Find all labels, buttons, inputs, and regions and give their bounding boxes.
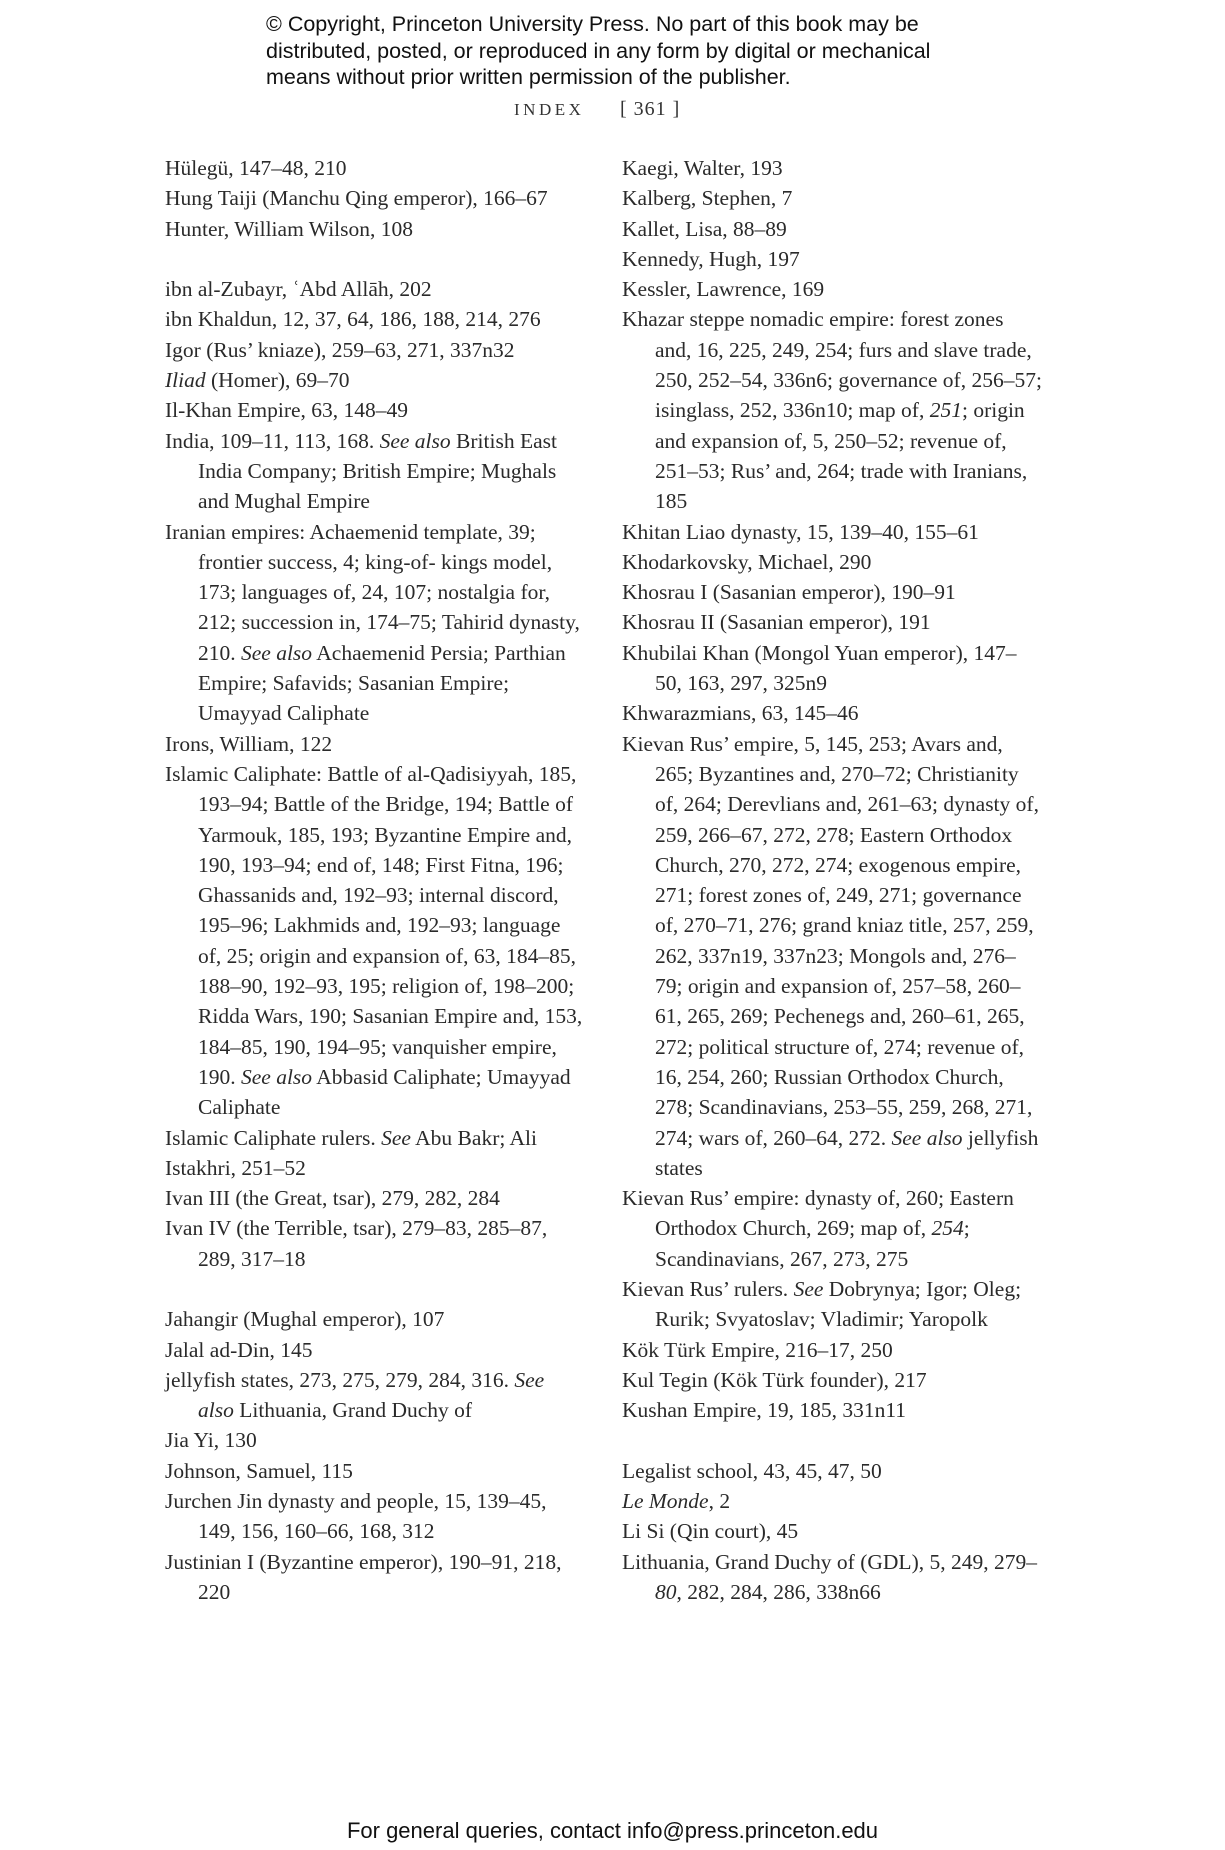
entry-text: Lithuania, Grand Duchy of (GDL), 5, 249, 279–: [622, 1549, 1037, 1574]
index-entry: Justinian I (Byzantine emperor), 190–91, 218, 220: [165, 1549, 562, 1604]
footer-contact: For general queries, contact info@press.princeton.edu: [346, 1818, 879, 1843]
index-entry: ibn Khaldun, 12, 37, 64, 186, 188, 214, 276: [165, 307, 541, 332]
entry-text: , 2: [708, 1489, 731, 1514]
index-entry: Jahangir (Mughal emperor), 107: [165, 1307, 445, 1332]
index-entry: Khosrau I (Sasanian emperor), 190–91: [622, 580, 956, 605]
entry-text: India, 109–11, 113, 168.: [165, 428, 380, 453]
copyright-line: means without prior written permission of the publisher.: [266, 65, 791, 89]
index-entry: [165, 426, 585, 517]
index-entry: Khubilai Khan (Mongol Yuan emperor), 147–50, 163, 297, 325n9: [622, 640, 1017, 696]
entry-text: ; Scandinavians, 267, 273, 275: [655, 1216, 970, 1271]
entry-italic-text: See also: [241, 640, 313, 665]
index-entry: Istakhri, 251–52: [165, 1155, 306, 1180]
page-number: [ 361 ]: [620, 98, 681, 120]
entry-italic-text: See also: [891, 1125, 963, 1150]
index-entry: Irons, William, 122: [165, 731, 333, 756]
entry-italic-text: See also: [241, 1064, 313, 1089]
index-entry: Kushan Empire, 19, 185, 331n11: [622, 1398, 907, 1423]
index-entry: Kessler, Lawrence, 169: [622, 277, 825, 302]
entry-text: Kievan Rus’ rulers.: [622, 1276, 794, 1301]
entry-text: ; origin and expansion of, 5, 250–52; revenue of, 251–53; Rus’ and, 264; trade with Iranians, 185: [655, 398, 1028, 514]
running-head-label: INDEX: [514, 100, 585, 119]
index-entry: Il-Khan Empire, 63, 148–49: [165, 398, 409, 423]
entry-text: Islamic Caliphate: Battle of al-Qadisiyyah, 185, 193–94; Battle of the Bridge, 194; Battle of Yarmouk, 185, 193; Byzantine Empire and, 190, 193–94; end of, 148; First Fitna, 196; Ghassanids and, 192–93; internal discord, 195–96; Lakhmids and, 192–93; language of, 25; origin and expansion of, 63, 184–85, 188–90, 192–93, 195; religion of, 198–200; Ridda Wars, 190; Sasanian Empire and, 153, 184–85, 190, 194–95; vanquisher empire, 190.: [165, 761, 583, 1089]
index-entry: Kallet, Lisa, 88–89: [622, 216, 787, 241]
index-entry: [165, 517, 585, 729]
index-entry: [622, 1547, 1042, 1608]
entry-gap: [622, 1425, 1042, 1455]
entry-text: Lithuania, Grand Duchy of: [233, 1398, 473, 1423]
index-entry: Li Si (Qin court), 45: [622, 1519, 799, 1544]
index-entry: Hung Taiji (Manchu Qing emperor), 166–67: [165, 186, 548, 211]
index-entry: [165, 1123, 585, 1153]
entry-italic-text: See also: [379, 428, 451, 453]
entry-italic-text: 251: [929, 398, 962, 423]
entry-text: Islamic Caliphate rulers.: [165, 1125, 382, 1150]
entry-gap: [165, 1274, 585, 1304]
entry-text: jellyfish states: [655, 1125, 1039, 1180]
index-entry: [622, 729, 1042, 1183]
index-entry: ibn al-Zubayr, ʿAbd Allāh, 202: [165, 277, 432, 302]
entry-text: (Homer), 69–70: [205, 368, 350, 393]
index-entry: Kalberg, Stephen, 7: [622, 186, 793, 211]
index-entry: [622, 1274, 1042, 1335]
entry-italic-text: 80: [655, 1579, 677, 1604]
entry-text: jellyfish states, 273, 275, 279, 284, 316.: [165, 1367, 515, 1392]
entry-text: Khazar steppe nomadic empire: forest zones and, 16, 225, 249, 254; furs and slave trade, 250, 252–54, 336n6; governance of, 256–57; isinglass, 252, 336n10; map of,: [622, 307, 1042, 423]
index-entry: Kaegi, Walter, 193: [622, 156, 783, 180]
entry-italic-text: See: [793, 1276, 824, 1301]
index-column-right: [622, 153, 1042, 1607]
index-entry: Khwarazmians, 63, 145–46: [622, 701, 859, 726]
entry-italic-text: See also: [198, 1367, 545, 1423]
entry-text: Dobrynya; Igor; Oleg; Rurik; Svyatoslav; Vladimir; Yaropolk: [655, 1276, 1022, 1332]
index-entry: Kul Tegin (Kök Türk founder), 217: [622, 1367, 927, 1392]
entry-text: Abu Bakr; Ali: [410, 1125, 537, 1150]
index-entry: Jalal ad-Din, 145: [165, 1337, 313, 1362]
entry-text: Iranian empires: Achaemenid template, 39; frontier success, 4; king-of- kings model, 173; languages of, 24, 107; nostalgia for, 212; succession in, 174–75; Tahirid dynasty, 210.: [165, 519, 580, 665]
entry-italic-text: Le Monde: [622, 1489, 709, 1514]
index-entry: [165, 365, 585, 395]
index-entry: Hülegü, 147–48, 210: [165, 156, 347, 180]
index-entry: Ivan IV (the Terrible, tsar), 279–83, 285–87, 289, 317–18: [165, 1216, 548, 1271]
entry-italic-text: Iliad: [165, 368, 206, 393]
entry-text: British East India Company; British Empire; Mughals and Mughal Empire: [198, 428, 557, 514]
index-entry: Jurchen Jin dynasty and people, 15, 139–45, 149, 156, 160–66, 168, 312: [165, 1489, 547, 1544]
copyright-line: distributed, posted, or reproduced in any form by digital or mechanical: [266, 38, 931, 63]
entry-text: Kievan Rus’ empire, 5, 145, 253; Avars and, 265; Byzantines and, 270–72; Christianity of, 264; Derevlians and, 261–63; dynasty of, 259, 266–67, 272, 278; Eastern Orthodox Church, 270, 272, 274; exogenous empire, 271; forest zones of, 249, 271; governance of, 270–71, 276; grand kniaz title, 257, 259, 262, 337n19, 337n23; Mongols and, 276–79; origin and expansion of, 257–58, 260–61, 265, 269; Pechenegs and, 260–61, 265, 272; political structure of, 274; revenue of, 16, 254, 260; Russian Orthodox Church, 278; Scandinavians, 253–55, 259, 268, 271, 274; wars of, 260–64, 272.: [622, 731, 1039, 1150]
copyright-notice: [266, 11, 1066, 91]
entry-gap: [165, 244, 585, 274]
index-entry: Jia Yi, 130: [165, 1428, 257, 1453]
index-entry: [622, 1183, 1042, 1274]
index-column-left: [165, 153, 585, 1607]
index-entry: Kök Türk Empire, 216–17, 250: [622, 1337, 893, 1362]
entry-italic-text: 254: [931, 1216, 964, 1241]
copyright-line: © Copyright, Princeton University Press. No part of this book may be: [266, 12, 919, 36]
index-entry: Johnson, Samuel, 115: [165, 1458, 353, 1483]
entry-text: Abbasid Caliphate; Umayyad Caliphate: [198, 1064, 571, 1120]
index-entry: [165, 759, 585, 1123]
index-entry: Igor (Rus’ kniaze), 259–63, 271, 337n32: [165, 337, 515, 362]
index-entry: Legalist school, 43, 45, 47, 50: [622, 1458, 882, 1483]
index-entry: Ivan III (the Great, tsar), 279, 282, 284: [165, 1186, 500, 1211]
index-entry: Khitan Liao dynasty, 15, 139–40, 155–61: [622, 519, 979, 544]
entry-text: Kievan Rus’ empire: dynasty of, 260; Eastern Orthodox Church, 269; map of,: [622, 1186, 1014, 1241]
entry-italic-text: See: [381, 1125, 411, 1150]
entry-text: Achaemenid Persia; Parthian Empire; Safavids; Sasanian Empire; Umayyad Caliphate: [198, 640, 566, 726]
index-entry: Khodarkovsky, Michael, 290: [622, 549, 872, 574]
index-entry: [622, 1486, 1042, 1516]
index-entry: Hunter, William Wilson, 108: [165, 216, 414, 241]
index-entry: [165, 1365, 585, 1426]
index-entry: Khosrau II (Sasanian emperor), 191: [622, 610, 931, 635]
index-entry: Kennedy, Hugh, 197: [622, 246, 800, 271]
entry-text: , 282, 284, 286, 338n66: [676, 1579, 881, 1604]
index-entry: [622, 304, 1042, 516]
